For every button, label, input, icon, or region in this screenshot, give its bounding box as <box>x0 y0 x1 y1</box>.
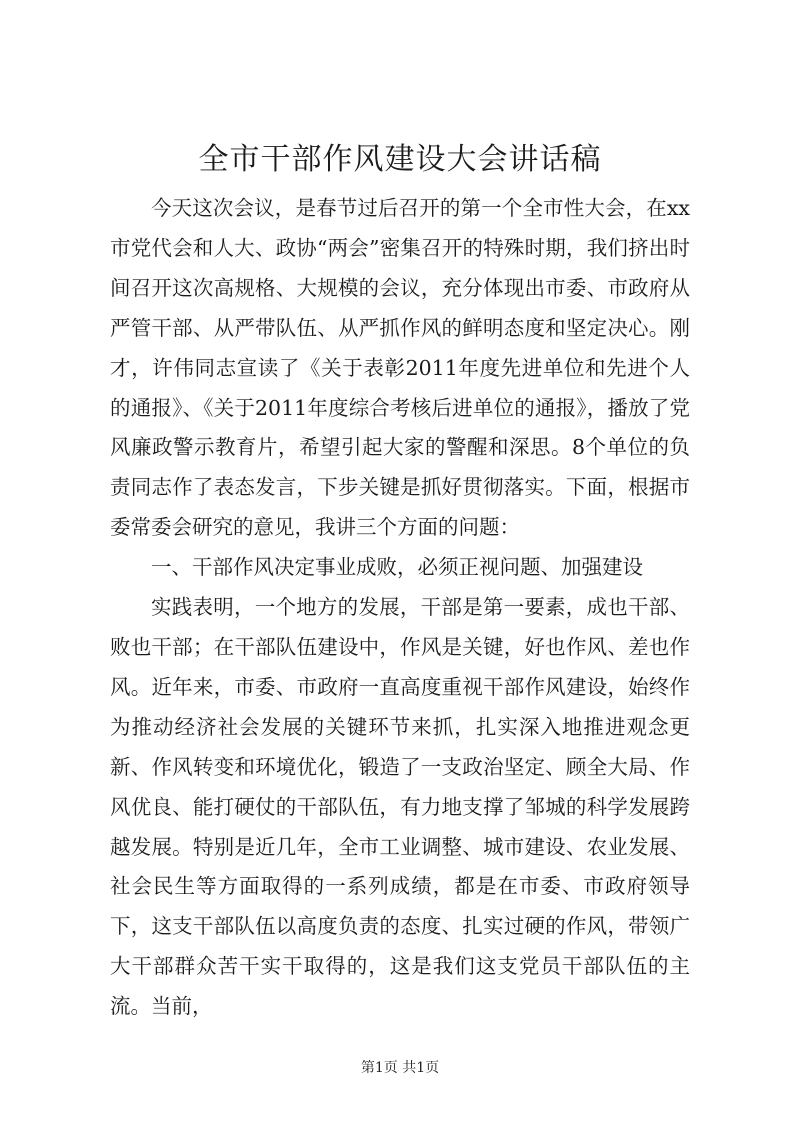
document-body <box>110 189 690 1027</box>
paragraph-opening: 今天这次会议，是春节过后召开的第一个全市性大会，在xx市党代会和人大、政协“两会”密集召开的特殊时期，我们挤出时间召开这次高规格、大规模的会议，充分体现出市委、市政府从严管干部、从严带队伍、从严抓作风的鲜明态度和坚定决心。刚才，许伟同志宣读了《关于表彰2011年度先进单位和先进个人的通报》、《关于2011年度综合考核后进单位的通报》，播放了党风廉政警示教育片，希望引起大家的警醒和深思。8个单位的负责同志作了表态发言，下步关键是抓好贯彻落实。下面，根据市委常委会研究的意见，我讲三个方面的问题： <box>110 196 690 540</box>
page-footer: 第1页 共1页 <box>360 1060 440 1076</box>
paragraph-section-one: 实践表明，一个地方的发展，干部是第一要素，成也干部、败也干部；在干部队伍建设中，作风是关键，好也作风、差也作风。近年来，市委、市政府一直高度重视干部作风建设，始终作为推动经济社会发展的关键环节来抓，扎实深入地推进观念更新、作风转变和环境优化，锻造了一支政治坚定、顾全大局、作风优良、能打硬仗的干部队伍，有力地支撑了邹城的科学发展跨越发展。特别是近几年，全市工业调整、城市建设、农业发展、社会民生等方面取得的一系列成绩，都是在市委、市政府领导下，这支干部队伍以高度负责的态度、扎实过硬的作风，带领广大干部群众苦干实干取得的，这是我们这支党员干部队伍的主流。当前， <box>110 595 690 1019</box>
section-heading: 一、干部作风决定事业成败，必须正视问题、加强建设 <box>151 555 643 580</box>
document-title: 全市干部作风建设大会讲话稿 <box>198 142 602 177</box>
